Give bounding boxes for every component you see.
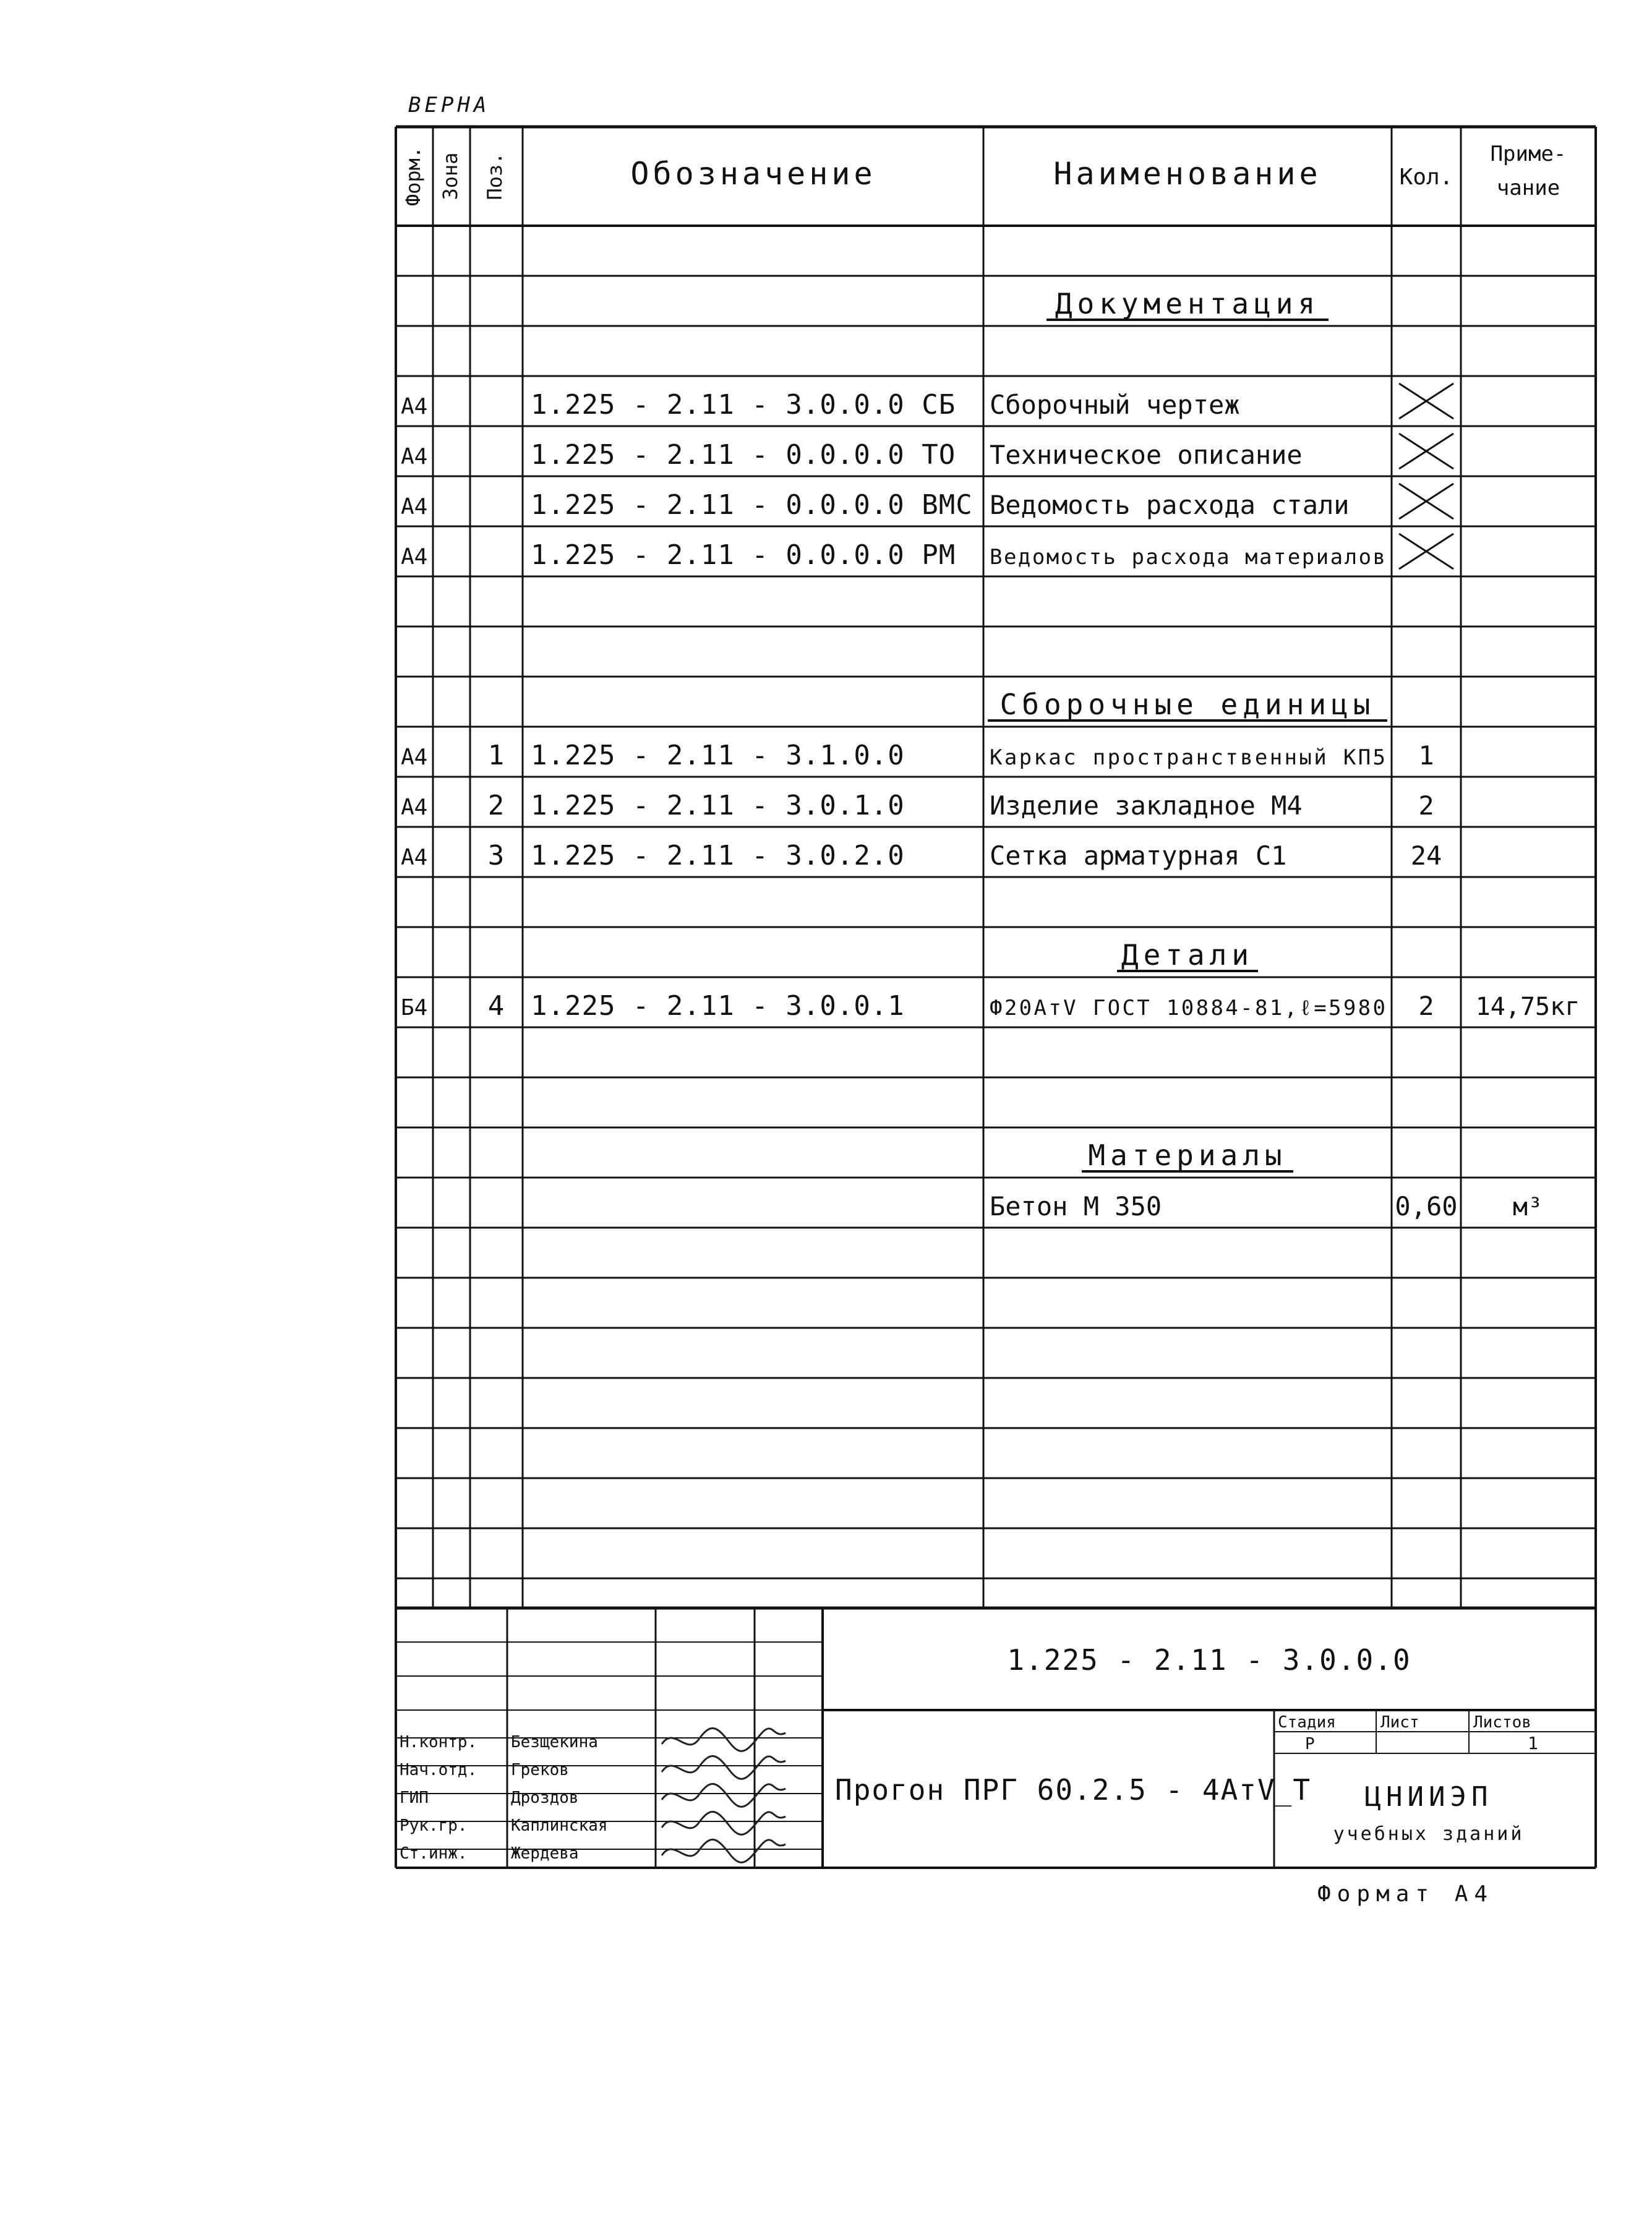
title-block bbox=[396, 1608, 1596, 1868]
section-title: Документация bbox=[1055, 287, 1320, 320]
stamp-role: Н.контр. bbox=[400, 1733, 477, 1752]
signature bbox=[662, 1728, 785, 1751]
stamp-role: Нач.отд. bbox=[400, 1761, 477, 1779]
sheets-value: 1 bbox=[1528, 1733, 1538, 1753]
cell-qty: 24 bbox=[1410, 840, 1442, 871]
signature bbox=[662, 1811, 785, 1834]
cell-name: Изделие закладное М4 bbox=[990, 790, 1303, 821]
table-body bbox=[396, 276, 1596, 1578]
cell-name: Ф20АтV ГОСТ 10884-81,ℓ=5980 bbox=[990, 996, 1385, 1020]
signature bbox=[662, 1756, 785, 1779]
stamp-role: Рук.гр. bbox=[400, 1816, 468, 1835]
stamp-verna: ВЕРНА bbox=[408, 93, 490, 118]
cell-designation: 1.225 - 2.11 - 0.0.0.0 ВМС bbox=[531, 489, 973, 521]
signature bbox=[662, 1784, 785, 1807]
cell-qty: 0,60 bbox=[1395, 1191, 1458, 1221]
cell-designation: 1.225 - 2.11 - 3.1.0.0 bbox=[531, 740, 905, 771]
cell-qty: 2 bbox=[1418, 790, 1434, 821]
cell-form: А4 bbox=[401, 845, 428, 870]
header-designation: Обозначение bbox=[630, 156, 876, 192]
signature bbox=[662, 1839, 785, 1862]
cell-name: Сборочный чертеж bbox=[990, 390, 1240, 420]
cell-name: Каркас пространственный КП5 bbox=[990, 745, 1385, 770]
cell-qty: 2 bbox=[1418, 991, 1434, 1021]
stage-label: Стадия bbox=[1278, 1713, 1336, 1732]
cell-designation: 1.225 - 2.11 - 3.0.1.0 bbox=[531, 790, 905, 821]
cell-form: А4 bbox=[401, 444, 428, 469]
stamp-name: Греков bbox=[511, 1761, 569, 1779]
section-title: Сборочные единицы bbox=[999, 688, 1376, 721]
section-title: Материалы bbox=[1088, 1139, 1287, 1172]
format-label: Формат А4 bbox=[1317, 1881, 1494, 1907]
cell-pos: 2 bbox=[487, 790, 505, 821]
cell-name: Техническое описание bbox=[990, 440, 1303, 470]
cell-name: Бетон М 350 bbox=[990, 1191, 1162, 1221]
org-subname: учебных зданий bbox=[1333, 1823, 1525, 1845]
stamp-name: Каплинская bbox=[511, 1816, 608, 1835]
stamp-name: Жердева bbox=[511, 1844, 579, 1863]
cell-form: А4 bbox=[401, 745, 428, 770]
cell-name: Сетка арматурная С1 bbox=[990, 840, 1287, 871]
stamp-role: ГИП bbox=[400, 1789, 429, 1807]
header-name: Наименование bbox=[1053, 156, 1322, 192]
header-pos: Поз. bbox=[483, 152, 507, 200]
cell-name: Ведомость расхода материалов bbox=[990, 545, 1385, 570]
stage-value: Р bbox=[1305, 1735, 1315, 1753]
cell-qty: 1 bbox=[1418, 740, 1434, 771]
cell-designation: 1.225 - 2.11 - 3.0.2.0 bbox=[531, 840, 905, 871]
doc-title: Прогон ПРГ 60.2.5 - 4АтV̲Т bbox=[835, 1773, 1312, 1807]
header-zone: Зона bbox=[439, 152, 462, 200]
cell-pos: 3 bbox=[487, 840, 505, 871]
header-note-2: чание bbox=[1496, 176, 1560, 200]
cell-form: А4 bbox=[401, 394, 428, 419]
cell-form: Б4 bbox=[401, 995, 428, 1020]
section-title: Детали bbox=[1121, 938, 1254, 972]
cell-pos: 4 bbox=[487, 990, 505, 1022]
sheets-label: Листов bbox=[1473, 1713, 1531, 1732]
cell-name: Ведомость расхода стали bbox=[990, 490, 1350, 520]
org-name: ЦНИИЭП bbox=[1364, 1781, 1493, 1813]
cell-designation: 1.225 - 2.11 - 0.0.0.0 РМ bbox=[531, 539, 956, 571]
cell-designation: 1.225 - 2.11 - 3.0.0.1 bbox=[531, 990, 905, 1022]
cell-form: А4 bbox=[401, 494, 428, 520]
cell-pos: 1 bbox=[487, 740, 505, 771]
sheet-label: Лист bbox=[1380, 1713, 1419, 1732]
header-form: Форм. bbox=[401, 146, 425, 207]
cell-note: м³ bbox=[1512, 1193, 1543, 1221]
doc-number: 1.225 - 2.11 - 3.0.0.0 bbox=[1007, 1643, 1411, 1677]
stamp-role: Ст.инж. bbox=[400, 1844, 468, 1863]
stamp-name: Дроздов bbox=[511, 1789, 579, 1807]
cell-designation: 1.225 - 2.11 - 3.0.0.0 СБ bbox=[531, 389, 956, 421]
cell-designation: 1.225 - 2.11 - 0.0.0.0 ТО bbox=[531, 439, 956, 471]
header-note-1: Приме- bbox=[1490, 142, 1567, 166]
cell-form: А4 bbox=[401, 795, 428, 820]
header-qty: Кол. bbox=[1399, 165, 1453, 190]
stamp-name: Безщекина bbox=[511, 1733, 598, 1752]
cell-form: А4 bbox=[401, 544, 428, 570]
cell-note: 14,75кг bbox=[1475, 993, 1580, 1021]
